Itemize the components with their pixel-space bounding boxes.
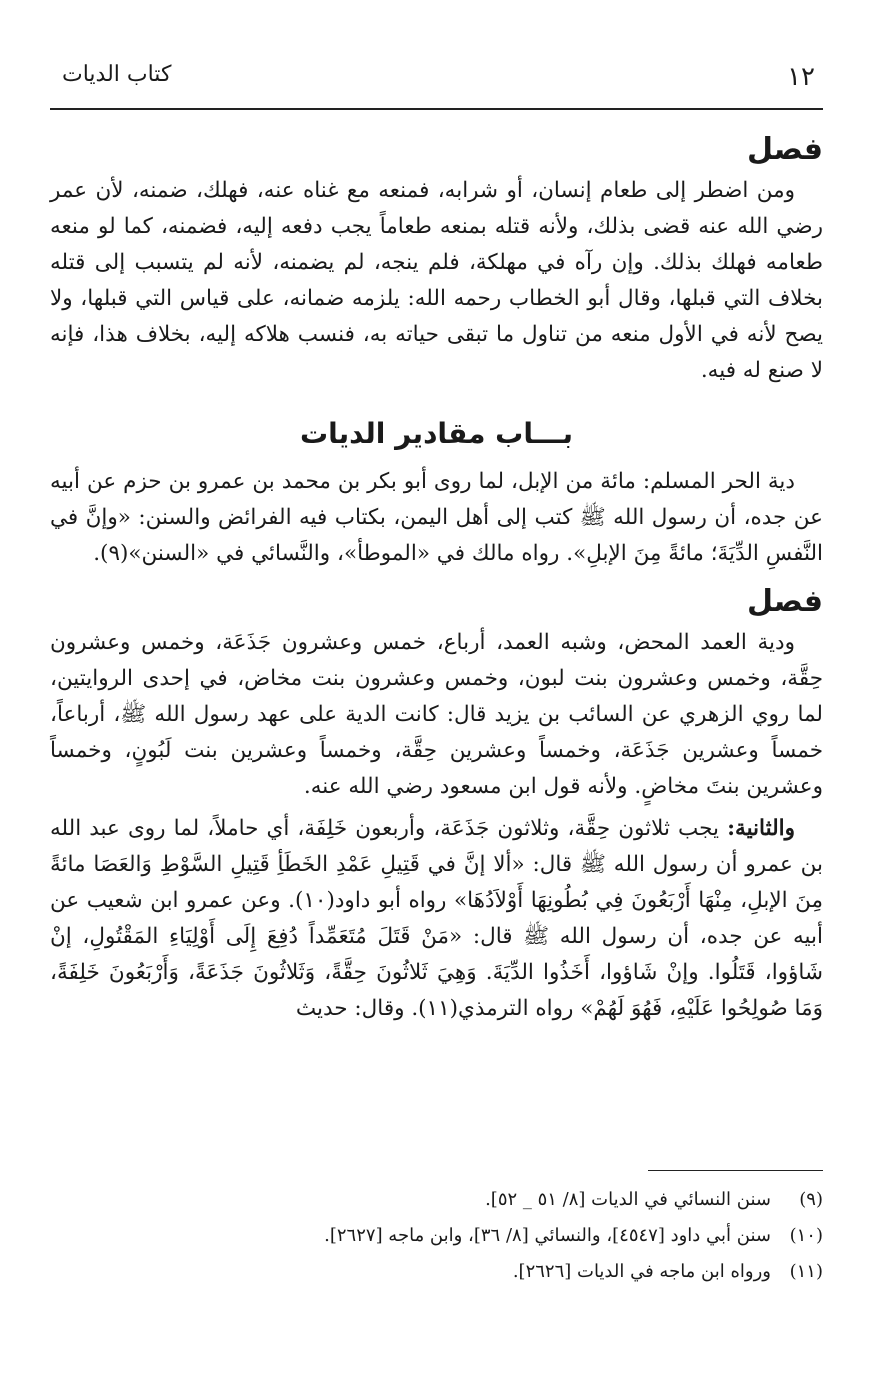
paragraph-second-narration <box>50 811 823 1027</box>
footnote-rule <box>648 1170 823 1171</box>
running-title: كتاب الديات <box>62 62 172 87</box>
section-heading-fasl-1: فصل <box>747 132 823 167</box>
footnote-text: سنن النسائي في الديات [٨/ ٥١ _ ٥٢]. <box>485 1189 771 1210</box>
footnote-number: (١٠) <box>789 1225 823 1246</box>
paragraph-diya-amount: دية الحر المسلم: مائة من الإبل، لما روى أبو بكر بن محمد بن عمرو بن حزم عن أبيه عن جده، أن رسول الله ﷺ كتب إلى أهل اليمن، بكتاب فيه الفرائض والسنن: «وإنَّ في النَّفسِ الدِّيَةَ؛ مائةً مِنَ الإبلِ». رواه مالك في «الموطأ»، والنَّسائي في «السنن»(٩). <box>50 469 823 566</box>
footnote <box>50 1218 823 1254</box>
page-body <box>50 120 823 1033</box>
footnotes <box>50 1182 823 1290</box>
footnote <box>50 1182 823 1218</box>
paragraph-starvation: ومن اضطر إلى طعام إنسان، أو شرابه، فمنعه مع غناه عنه، فهلك، ضمنه، لأن عمر رضي الله عنه قضى بذلك، ولأنه قتله بمنعه طعاماً يجب دفعه إليه، فضمنه، كما لو منعه طعامه فهلك بذلك. وإن رآه في مهلكة، فلم ينجه، لم يضمنه، لأنه لم يتسبب إلى قتله بخلاف التي قبلها، وقال أبو الخطاب رحمه الله: يلزمه ضمانه، على قياس التي قبلها، ولا يصح لأنه في الأول منعه من تناول ما تبقى حياته به، فنسب هلاكه إليه، بخلاف هذا، فإنه لا صنع له فيه. <box>50 178 823 383</box>
paragraph-lead: والثانية: <box>727 816 795 841</box>
footnote-number: (١١) <box>789 1261 823 1282</box>
footnote-number: (٩) <box>799 1189 823 1210</box>
section-heading-fasl-2: فصل <box>747 584 823 619</box>
paragraph-text: يجب ثلاثون حِقَّة، وثلاثون جَذَعَة، وأربعون خَلِفَة، أي حاملاً، لما روى عبد الله بن عمرو أن رسول الله ﷺ قال: «ألا إنَّ في قَتِيلِ عَمْدِ الخَطَأِ قَتِيلِ السَّوْطِ وَالعَصَا مائةً مِنَ الإبلِ، مِنْهَا أَرْبَعُونَ فِي بُطُونِهَا أَوْلاَدُهَا» رواه أبو داود(١٠). وعن عمرو ابن شعيب عن أبيه عن جده، أن رسول الله ﷺ قال: «مَنْ قَتَلَ مُتَعَمِّداً دُفِعَ إِلَى أَوْلِيَاءِ المَقْتُولِ، إنْ شَاؤوا، قَتَلُوا. وإنْ شَاؤوا، أَخَذُوا الدِّيَةَ. وَهِيَ ثَلاثُونَ حِقَّةً، وَثَلاثُونَ جَذَعَةً، وَأَرْبَعُونَ خَلِفَةً، وَمَا صُولِحُوا عَلَيْهِ، فَهُوَ لَهُمْ» رواه الترمذي(١١). وقال: حديث <box>50 816 824 1021</box>
chapter-title: بـــاب مقادير الديات <box>299 417 574 450</box>
paragraph-diya-amd: ودية العمد المحض، وشبه العمد، أرباع، خمس وعشرون جَذَعَة، وخمس وعشرون حِقَّة، وخمس وعشرون بنت لبون، وخمس وعشرون بنت مخاض، في إحدى الروايتين، لما روي الزهري عن السائب بن يزيد قال: كانت الدية على عهد رسول الله ﷺ، أرباعاً، خمساً وعشرين جَذَعَة، وخمساً وعشرين حِقَّة، وخمساً وعشرين بنت لَبُونٍ، وخمساً وعشرين بنتَ مخاضٍ. ولأنه قول ابن مسعود رضي الله عنه. <box>50 630 823 799</box>
header-rule <box>50 108 823 110</box>
page-number: ١٢ <box>787 62 815 92</box>
footnote-text: سنن أبي داود [٤٥٤٧]، والنسائي [٨/ ٣٦]، وابن ماجه [٢٦٢٧]. <box>324 1225 771 1246</box>
footnote <box>50 1254 823 1290</box>
footnote-text: ورواه ابن ماجه في الديات [٢٦٢٦]. <box>512 1261 771 1282</box>
page-header <box>50 58 823 98</box>
